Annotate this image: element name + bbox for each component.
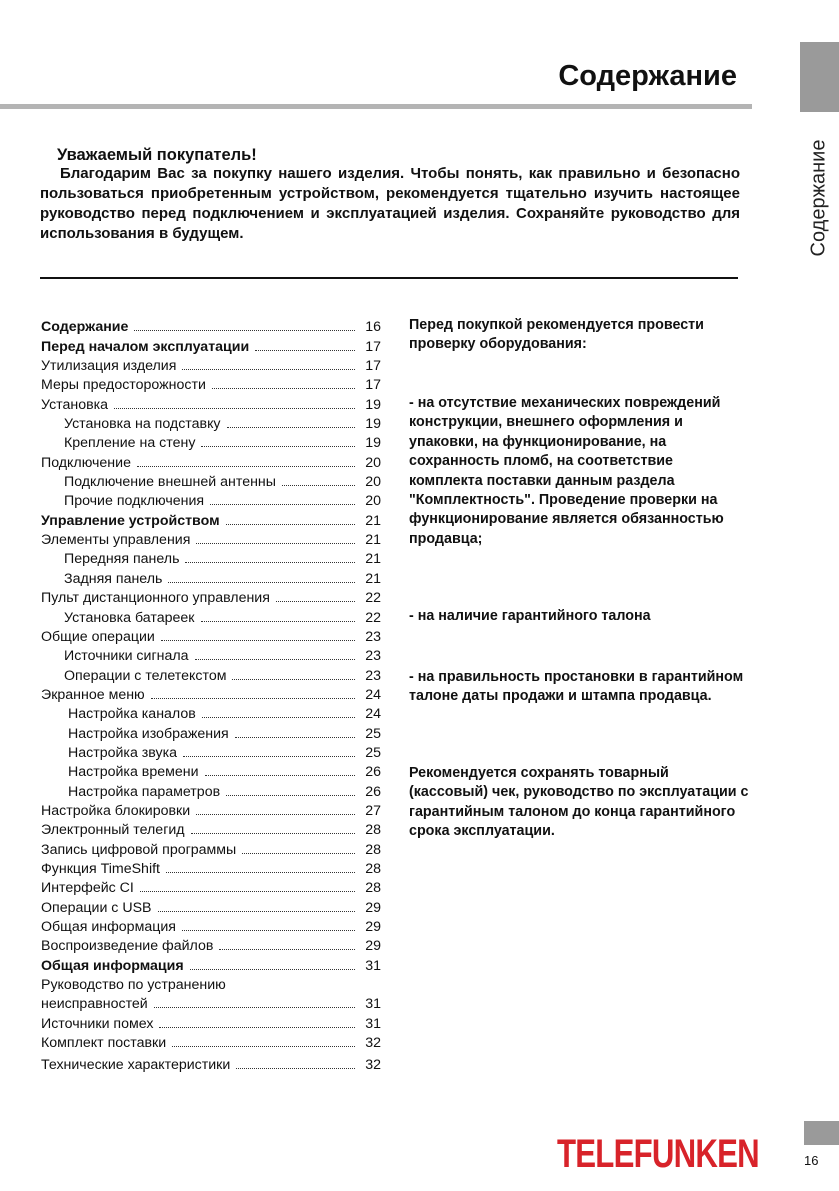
toc-item-label: Операции с USB [41,899,152,916]
toc-item-page: 17 [365,338,381,355]
toc-item [41,761,381,780]
toc-item [41,1054,381,1073]
toc-dot-leader [191,833,355,834]
toc-dot-leader [212,388,355,389]
toc-item-label: Операции с телетекстом [64,667,227,684]
toc-item-label: Установка [41,396,109,413]
toc-dot-leader [227,427,355,428]
toc-item-page: 22 [365,590,381,607]
toc-item-page: 23 [365,667,381,684]
toc-item-label: Настройка изображения [68,725,229,742]
toc-item-page: 16 [365,319,381,336]
section-divider [40,277,738,279]
toc-item [41,896,381,915]
toc-item-page: 25 [365,744,381,761]
toc-item-page: 31 [365,996,381,1013]
toc-item-page: 20 [365,493,381,510]
toc-dot-leader [134,330,355,331]
toc-item-page: 32 [365,1057,381,1074]
toc-item-label: Задняя панель [64,570,163,587]
toc-item [41,954,381,973]
toc-item [41,1032,381,1051]
toc-item [41,626,381,645]
title-divider [0,104,752,109]
toc-item [41,877,381,896]
toc-item-label: Общая информация [41,957,184,974]
toc-dot-leader [172,1046,355,1047]
toc-item [41,742,381,761]
toc-item-page: 19 [365,435,381,452]
toc-item-page: 23 [365,648,381,665]
page-tab-marker [804,1121,839,1145]
toc-item [41,567,381,586]
toc-dot-leader [166,872,355,873]
toc-item-page: 31 [365,1015,381,1032]
greeting-body: Благодарим Вас за покупку нашего изделия. Чтобы понять, как правильно и безопасно пользоваться приобретенным устройством, рекомендуется тщательно изучить настоящее руководство перед подключением и эксплуатацией изделия. Сохраняйте руководство для использования в будущем. [40,165,740,242]
toc-item-page: 17 [365,358,381,375]
toc-item-label: Содержание [41,319,129,336]
toc-item-label: Прочие подключения [64,493,205,510]
toc-dot-leader [114,408,355,409]
toc-item-label: Настройка параметров [68,783,221,800]
brand-logo: TELEFUNKEN [557,1132,759,1176]
toc-item [41,722,381,741]
toc-item-label: Настройка каналов [68,706,196,723]
toc-item-page: 31 [365,957,381,974]
toc-item-label: Передняя панель [64,551,180,568]
toc-item-label: Пульт дистанционного управления [41,590,270,607]
toc-dot-leader [282,485,355,486]
page-title: Содержание [558,60,737,92]
toc-item-label: Крепление на стену [64,435,196,452]
toc-dot-leader [182,930,355,931]
toc-item [41,587,381,606]
toc-item-page: 28 [365,841,381,858]
toc-dot-leader [276,601,355,602]
toc-dot-leader [159,1027,355,1028]
toc-item-page: 29 [365,938,381,955]
toc-dot-leader [154,1007,355,1008]
toc-item [41,703,381,722]
toc-item [41,935,381,954]
toc-item [41,1012,381,1031]
toc-item-label: Интерфейс CI [41,880,134,897]
toc-item-label: Руководство по устранению [41,977,226,994]
toc-item-label: Перед началом эксплуатации [41,338,250,355]
toc-item [41,529,381,548]
toc-item [41,393,381,412]
side-section-label: Содержание [807,139,830,257]
toc-dot-leader [140,891,355,892]
toc-item [41,548,381,567]
toc-item [41,800,381,819]
toc-dot-leader [161,640,355,641]
toc-item [41,974,381,993]
toc-item-page: 29 [365,919,381,935]
toc-item-label: Настройка звука [68,744,178,761]
toc-item [41,374,381,393]
toc-item-label: Элементы управления [41,532,191,549]
toc-item [41,993,381,1012]
toc-item [41,838,381,857]
toc-dot-leader [201,621,356,622]
toc-item-label: Функция TimeShift [41,860,160,877]
toc-dot-leader [255,350,355,351]
toc-item-page: 28 [365,822,381,839]
toc-item-page: 24 [365,706,381,723]
toc-item-page: 20 [365,474,381,491]
toc-item [41,509,381,528]
toc-item-page: 22 [365,609,381,626]
toc-dot-leader [205,775,355,776]
toc-item [41,432,381,451]
toc-item [41,606,381,625]
toc-item-label: Экранное меню [41,686,145,703]
greeting-title: Уважаемый покупатель! [57,146,257,164]
toc-item-label: Воспроизведение файлов [41,938,214,955]
side-tab-marker [800,42,839,112]
toc-item-label: Управление устройством [41,512,220,529]
toc-item-page: 17 [365,377,381,394]
toc-item [41,819,381,838]
toc-item [41,335,381,354]
toc-dot-leader [183,756,355,757]
page-number: 16 [804,1153,819,1168]
toc-item-label: Установка на подставку [64,416,221,433]
toc-dot-leader [196,814,355,815]
toc-dot-leader [196,543,355,544]
toc-dot-leader [232,679,355,680]
toc-item-label: Общая информация [41,919,176,935]
toc-item-label: Запись цифровой программы [41,841,237,858]
toc-item-page: 21 [365,570,381,587]
toc-dot-leader [168,582,355,583]
toc-item-page: 28 [365,880,381,897]
toc-dot-leader [158,911,355,912]
toc-item-label: Электронный телегид [41,822,185,839]
toc-item-label: Технические характеристики [41,1057,231,1074]
toc-item [41,413,381,432]
table-of-contents [41,316,381,1073]
toc-item [41,490,381,509]
toc-dot-leader [137,466,355,467]
toc-item-page: 29 [365,899,381,916]
toc-item-label: Источники сигнала [64,648,189,665]
toc-item [41,355,381,374]
note-intro: Перед покупкой рекомендуется провести проверку оборудования: [409,317,704,353]
toc-dot-leader [195,659,355,660]
toc-dot-leader [182,369,355,370]
toc-item [41,645,381,664]
toc-item-label: Подключение [41,454,131,471]
toc-item-page: 27 [365,802,381,819]
toc-item [41,916,381,935]
toc-item-page: 21 [365,512,381,529]
toc-item [41,664,381,683]
toc-item-label: Подключение внешней антенны [64,474,276,491]
toc-item-label: Общие операции [41,628,155,645]
toc-dot-leader [236,1068,355,1069]
toc-dot-leader [226,795,355,796]
toc-dot-leader [151,698,355,699]
note-sale-date: - на правильность простановки в гарантийном талоне даты продажи и штампа продавца. [409,669,744,705]
toc-item [41,316,381,335]
toc-item [41,684,381,703]
toc-item-page: 28 [365,860,381,877]
toc-item-label: Настройка блокировки [41,802,191,819]
toc-item [41,451,381,470]
toc-item [41,471,381,490]
toc-item-label: Утилизация изделия [41,358,177,375]
toc-item [41,780,381,799]
toc-dot-leader [202,717,355,718]
toc-item-page: 25 [365,725,381,742]
toc-item-label: Меры предосторожности [41,377,206,394]
toc-item-page: 24 [365,686,381,703]
toc-item-page: 19 [365,416,381,433]
toc-item-label: Комплект поставки [41,1035,167,1052]
toc-item-page: 19 [365,396,381,413]
toc-item-page: 26 [365,764,381,781]
toc-item-page: 21 [365,532,381,549]
toc-item-page: 26 [365,783,381,800]
toc-item-label: неисправностей [41,996,148,1013]
toc-dot-leader [185,562,355,563]
toc-dot-leader [226,524,355,525]
toc-item-label: Настройка времени [68,764,199,781]
toc-dot-leader [190,969,355,970]
toc-dot-leader [235,737,355,738]
toc-item-page: 21 [365,551,381,568]
toc-dot-leader [219,949,355,950]
toc-item-label: Источники помех [41,1015,154,1032]
toc-dot-leader [242,853,355,854]
toc-item-page: 23 [365,628,381,645]
note-warranty-card: - на наличие гарантийного талона [409,608,651,624]
note-check-damage: - на отсутствие механических повреждений конструкции, внешнего оформления и упаковки, на функционирование, на сохранность пломб, на соответствие комплекта поставки данным раздела "Комплектность". Проведение проверки на функционирование является обязанностью продавца; [409,395,724,547]
toc-item-label: Установка батареек [64,609,195,626]
toc-dot-leader [201,446,355,447]
toc-item-page: 20 [365,454,381,471]
toc-item [41,858,381,877]
toc-item-page: 32 [365,1035,381,1052]
toc-dot-leader [210,504,355,505]
note-keep-receipt: Рекомендуется сохранять товарный (кассовый) чек, руководство по эксплуатации с гарантийным талоном до конца гарантийного срока эксплуатации. [409,765,749,840]
